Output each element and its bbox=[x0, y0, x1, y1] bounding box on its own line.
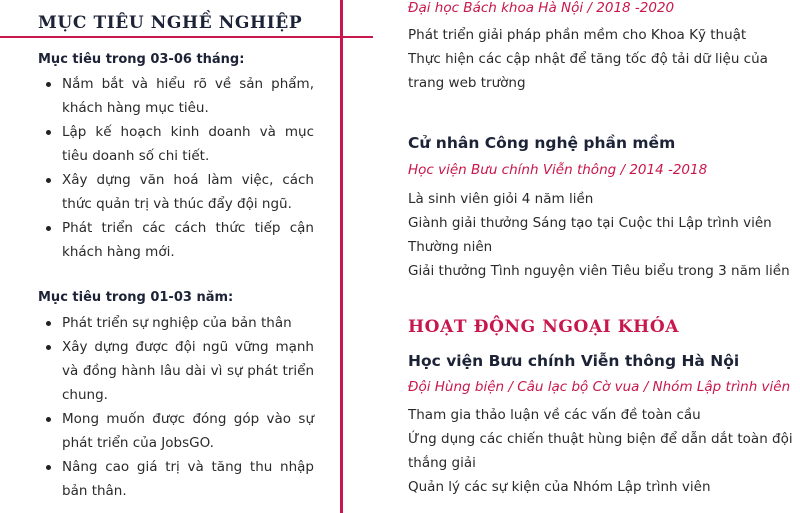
education-degree: Cử nhân Công nghệ phần mềm bbox=[408, 134, 676, 152]
activities-detail-line: Tham gia thảo luận về các vấn đề toàn cầu bbox=[408, 407, 701, 423]
education-detail-line: Phát triển giải pháp phần mềm cho Khoa Kỹ thuật bbox=[408, 27, 747, 43]
column-divider-vertical bbox=[340, 0, 343, 513]
long-term-goals-list bbox=[36, 311, 314, 503]
list-item: Xây dựng được đội ngũ vững mạnh và đồng hành lâu dài vì sự phát triển chung. bbox=[36, 335, 314, 407]
list-item: Lập kế hoạch kinh doanh và mục tiêu doanh số chi tiết. bbox=[36, 120, 314, 168]
education-detail-line: Giải thưởng Tình nguyện viên Tiêu biểu trong 3 năm liền bbox=[408, 263, 790, 279]
short-term-goals-label: Mục tiêu trong 03-06 tháng: bbox=[38, 52, 245, 67]
long-term-goals-label: Mục tiêu trong 01-03 năm: bbox=[38, 290, 234, 305]
list-item: Mong muốn được đóng góp vào sự phát triển của JobsGO. bbox=[36, 407, 314, 455]
list-item: Xây dựng văn hoá làm việc, cách thức quản trị và thúc đẩy đội ngũ. bbox=[36, 168, 314, 216]
section-divider-horizontal bbox=[0, 36, 373, 38]
education-detail-line: trang web trường bbox=[408, 75, 526, 91]
short-term-goals-list bbox=[36, 72, 314, 264]
list-item: Nâng cao giá trị và tăng thu nhập bản thân. bbox=[36, 455, 314, 503]
list-item: Phát triển sự nghiệp của bản thân bbox=[36, 311, 314, 335]
education-detail-line: Thực hiện các cập nhật để tăng tốc độ tải dữ liệu của bbox=[408, 51, 768, 67]
education-school-period: Đại học Bách khoa Hà Nội / 2018 -2020 bbox=[408, 0, 675, 16]
activities-title: HOẠT ĐỘNG NGOẠI KHÓA bbox=[408, 317, 680, 337]
list-item: Nắm bắt và hiểu rõ về sản phẩm, khách hàng mục tiêu. bbox=[36, 72, 314, 120]
education-detail-line: Là sinh viên giỏi 4 năm liền bbox=[408, 191, 594, 207]
education-detail-line: Giành giải thưởng Sáng tạo tại Cuộc thi Lập trình viên bbox=[408, 215, 772, 231]
career-goals-title: MỤC TIÊU NGHỀ NGHIỆP bbox=[38, 13, 303, 33]
activities-roles: Đội Hùng biện / Câu lạc bộ Cờ vua / Nhóm Lập trình viên bbox=[408, 379, 791, 395]
activities-detail-line: thắng giải bbox=[408, 455, 476, 471]
list-item: Phát triển các cách thức tiếp cận khách hàng mới. bbox=[36, 216, 314, 264]
education-school-period: Học viện Bưu chính Viễn thông / 2014 -2018 bbox=[408, 162, 708, 178]
activities-detail-line: Ứng dụng các chiến thuật hùng biện để dẫn dắt toàn đội bbox=[408, 431, 793, 447]
activities-detail-line: Quản lý các sự kiện của Nhóm Lập trình viên bbox=[408, 479, 711, 495]
activities-organization: Học viện Bưu chính Viễn thông Hà Nội bbox=[408, 352, 740, 370]
education-detail-line: Thường niên bbox=[408, 239, 493, 255]
